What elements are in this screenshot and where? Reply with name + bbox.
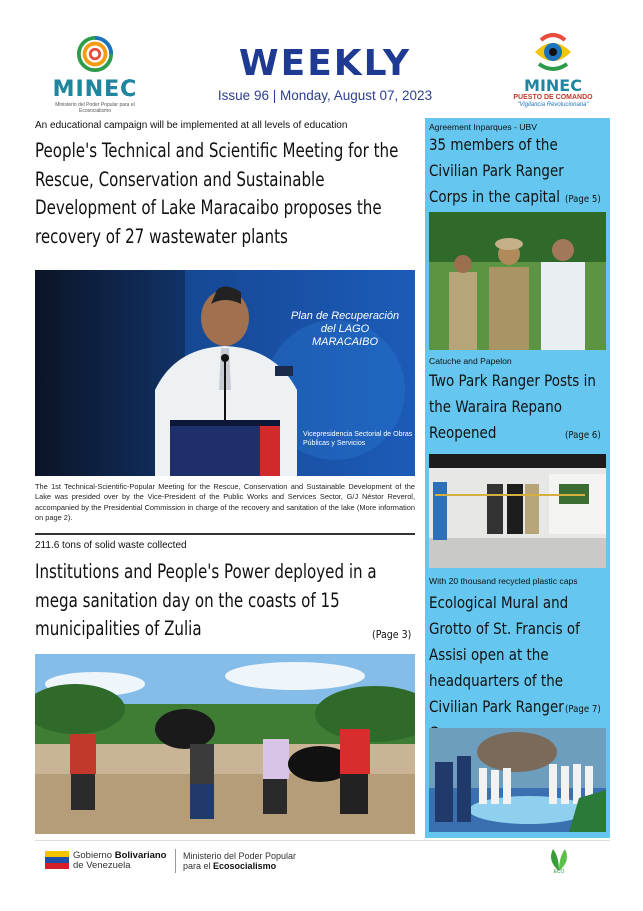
- puesto-de-comando-logo: [498, 32, 608, 112]
- sidebar-story-3-photo: [429, 728, 606, 832]
- sidebar-story-2-headline[interactable]: Two Park Ranger Posts in the Waraira Repano Reopened: [429, 371, 596, 442]
- minec-logo: [45, 35, 145, 114]
- lead-photo-banner: Plan de Recuperación del LAGO MARACAIBO: [290, 310, 400, 348]
- masthead: [160, 42, 490, 103]
- pc-line: PUESTO DE COMANDO: [513, 94, 593, 101]
- minec-swirl-icon: [76, 35, 114, 73]
- second-page-ref[interactable]: (Page 3): [372, 628, 412, 641]
- ministry-name: Ministerio del Poder Popular para el Ecosocialismo: [183, 851, 297, 871]
- eye-icon: [531, 32, 575, 72]
- second-headline[interactable]: Institutions and People's Power deployed in a mega sanitation day on the coasts of 15 municipalities of Zulia: [35, 560, 377, 640]
- sidebar: [425, 118, 610, 838]
- eco-leaf-logo: [543, 843, 575, 875]
- venezuela-flag-icon: [45, 851, 69, 869]
- lead-photo-subbanner: Vicepresidencia Sectorial de Obras Públicas y Servicios: [303, 431, 413, 447]
- sidebar-story-2-kicker: Catuche and Papelon: [429, 356, 512, 366]
- footer-divider: [175, 849, 176, 873]
- lead-headline[interactable]: People's Technical and Scientific Meeting for the Rescue, Conservation and Sustainable Development of Lake Maracaibo proposes the recovery of 27 wastewater plants: [35, 139, 399, 248]
- section-divider: [35, 533, 415, 535]
- sidebar-story-1-page-ref[interactable]: (Page 5): [565, 194, 601, 205]
- minec-wordmark: MINEC: [45, 78, 145, 102]
- eco-logo-text: ECO: [553, 869, 565, 875]
- sidebar-story-3-kicker: With 20 thousand recycled plastic caps: [429, 576, 578, 586]
- sidebar-story-1-kicker: Agreement Inparques - UBV: [429, 122, 537, 132]
- sidebar-story-1-photo: [429, 212, 606, 350]
- lead-caption: The 1st Technical-Scientific-Popular Meeting for the Rescue, Conservation and Sustainable Development of the Lake was presided over by the Vice-President of the Public Works and Services Sector, G/J Néstor Reverol, accompanied by the Presidential Commission in charge of the recovery and sanitation of the lake (More information on page 2).: [35, 482, 415, 522]
- second-kicker: 211.6 tons of solid waste collected: [35, 540, 187, 551]
- footer: [35, 840, 610, 880]
- pc-wordmark: MINEC: [524, 76, 582, 95]
- pc-slogan: "Vigilancia Revolucionaria": [517, 102, 589, 108]
- sidebar-story-1-headline[interactable]: 35 members of the Civilian Park Ranger Corps in the capital: [429, 135, 564, 206]
- sidebar-story-3-page-ref[interactable]: (Page 7): [565, 704, 601, 715]
- sidebar-story-2-page-ref[interactable]: (Page 6): [565, 430, 601, 441]
- sanitation-photo: [35, 654, 415, 834]
- masthead-title: WEEKLY: [238, 43, 412, 84]
- issue-line: Issue 96 | Monday, August 07, 2023: [217, 88, 433, 103]
- sidebar-story-3-headline[interactable]: Ecological Mural and Grotto of St. Francis of Assisi open at the headquarters of the Civilian Park Ranger: [429, 593, 580, 716]
- lead-photo: [35, 270, 415, 476]
- lead-kicker: An educational campaign will be implemented at all levels of education: [35, 120, 348, 131]
- minec-subtitle: Ministerio del Poder Popular para el Ecosocialismo: [55, 102, 135, 114]
- government-name: Gobierno Bolivariano de Venezuela: [73, 850, 167, 871]
- sidebar-story-2-photo: [429, 454, 606, 568]
